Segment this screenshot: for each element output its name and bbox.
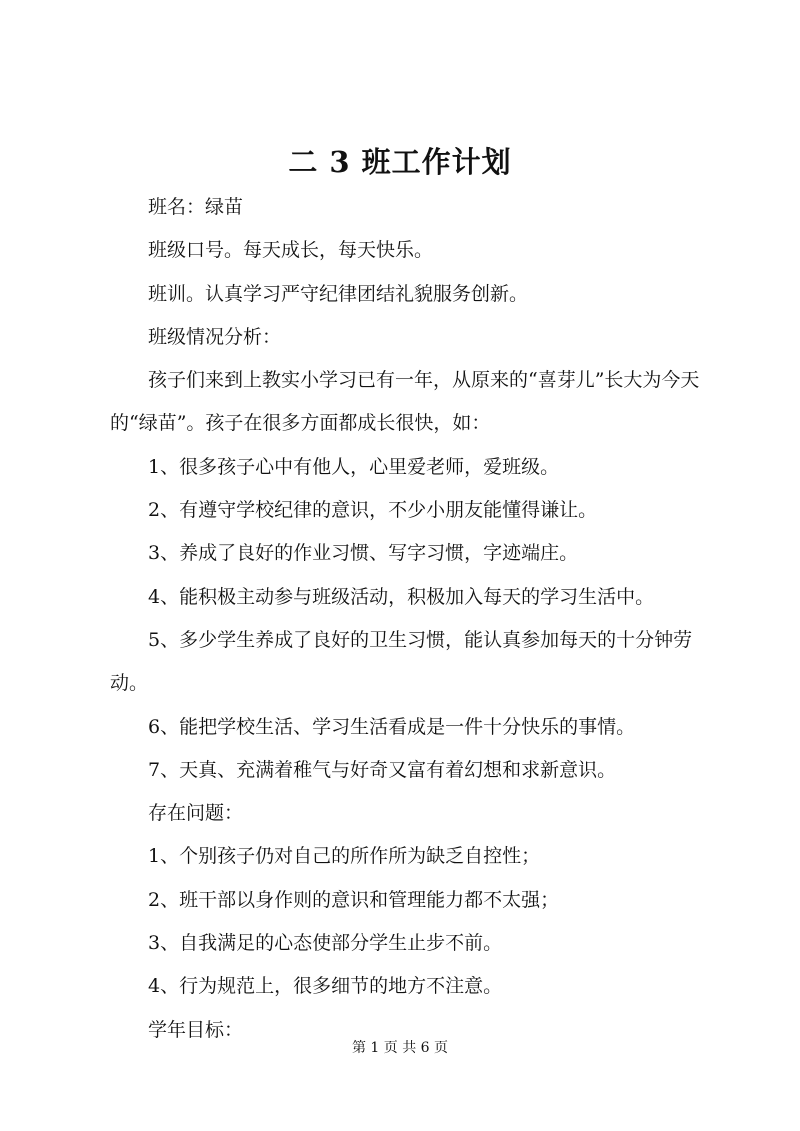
page-footer: 第 1 页 共 6 页 — [351, 1040, 449, 1056]
paragraph-class-motto: 班训。认真学习严守纪律团结礼貌服务创新。 — [148, 282, 529, 305]
paragraph-class-name: 班名：绿苗 — [148, 196, 244, 218]
paragraph-strength-7: 7、天真、充满着稚气与好奇又富有着幻想和求新意识。 — [148, 758, 617, 781]
paragraph-problems-heading: 存在问题： — [148, 802, 244, 825]
paragraph-problem-1: 1、个别孩子仍对自己的所作所为缺乏自控性； — [148, 845, 541, 868]
paragraph-analysis-intro: 孩子们来到上教实小学习已有一年，从原来的“喜芽儿”长大为今天的“绿苗”。孩子在很多方面都成长很快，如： — [110, 369, 700, 435]
paragraph-strength-3: 3、养成了良好的作业习惯、写字习惯，字迹端庄。 — [148, 542, 579, 565]
paragraph-problem-4: 4、行为规范上，很多细节的地方不注意。 — [148, 975, 503, 998]
paragraph-class-slogan: 班级口号。每天成长，每天快乐。 — [148, 239, 434, 262]
paragraph-strength-4: 4、能积极主动参与班级活动，积极加入每天的学习生活中。 — [148, 585, 655, 608]
document-body — [110, 186, 710, 1052]
paragraph-strength-1: 1、很多孩子心中有他人，心里爱老师，爱班级。 — [148, 455, 560, 478]
paragraph-goals-heading: 学年目标： — [148, 1018, 244, 1041]
paragraph-strength-6: 6、能把学校生活、学习生活看成是一件十分快乐的事情。 — [148, 715, 636, 738]
paragraph-strength-5: 5、多少学生养成了良好的卫生习惯，能认真参加每天的十分钟劳动。 — [110, 628, 693, 695]
paragraph-analysis-heading: 班级情况分析： — [148, 325, 282, 348]
document-title: 二 3 班工作计划 — [288, 145, 512, 179]
paragraph-problem-3: 3、自我满足的心态使部分学生止步不前。 — [148, 932, 503, 955]
paragraph-strength-2: 2、有遵守学校纪律的意识，不少小朋友能懂得谦让。 — [148, 499, 598, 522]
paragraph-problem-2: 2、班干部以身作则的意识和管理能力都不太强； — [148, 888, 560, 911]
